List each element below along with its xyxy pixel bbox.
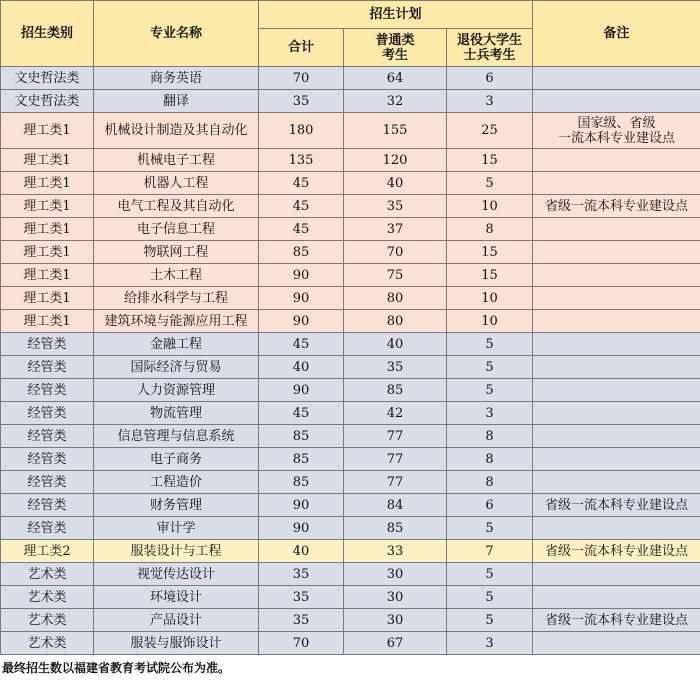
category-cell: 经管类 (1, 379, 94, 402)
veteran-cell: 3 (447, 90, 533, 113)
veteran-cell: 5 (447, 517, 533, 540)
remark-cell: 省级一流本科专业建设点 (533, 609, 700, 632)
remark-cell (533, 172, 700, 195)
major-cell: 机器人工程 (94, 172, 259, 195)
veteran-cell: 5 (447, 333, 533, 356)
major-cell: 物联网工程 (94, 241, 259, 264)
category-cell: 经管类 (1, 425, 94, 448)
header-regular: 普通类 考生 (344, 29, 447, 67)
veteran-cell: 5 (447, 586, 533, 609)
table-row (1, 356, 700, 379)
remark-cell (533, 67, 700, 90)
veteran-cell: 8 (447, 448, 533, 471)
remark-cell: 省级一流本科专业建设点 (533, 540, 700, 563)
total-cell: 35 (259, 563, 344, 586)
total-cell: 70 (259, 632, 344, 655)
table-body (1, 67, 700, 655)
veteran-cell: 6 (447, 67, 533, 90)
category-cell: 经管类 (1, 471, 94, 494)
table-row (1, 264, 700, 287)
major-cell: 服装设计与工程 (94, 540, 259, 563)
header-remark: 备注 (533, 1, 700, 67)
regular-cell: 35 (344, 356, 447, 379)
veteran-cell: 10 (447, 310, 533, 333)
category-cell: 经管类 (1, 448, 94, 471)
category-cell: 理工类1 (1, 149, 94, 172)
remark-cell (533, 379, 700, 402)
major-cell: 环境设计 (94, 586, 259, 609)
table-row (1, 494, 700, 517)
table-row (1, 172, 700, 195)
major-cell: 商务英语 (94, 67, 259, 90)
table-row (1, 218, 700, 241)
veteran-cell: 8 (447, 425, 533, 448)
major-cell: 审计学 (94, 517, 259, 540)
remark-cell (533, 264, 700, 287)
major-cell: 人力资源管理 (94, 379, 259, 402)
major-cell: 产品设计 (94, 609, 259, 632)
remark-cell (533, 632, 700, 655)
header-plan: 招生计划 (259, 1, 533, 29)
table-row (1, 310, 700, 333)
major-cell: 机械电子工程 (94, 149, 259, 172)
total-cell: 90 (259, 264, 344, 287)
total-cell: 90 (259, 517, 344, 540)
header-total: 合计 (259, 29, 344, 67)
remark-cell (533, 241, 700, 264)
veteran-cell: 10 (447, 195, 533, 218)
remark-cell (533, 448, 700, 471)
total-cell: 85 (259, 425, 344, 448)
major-cell: 物流管理 (94, 402, 259, 425)
total-cell: 45 (259, 195, 344, 218)
header-veteran: 退役大学生 士兵考生 (447, 29, 533, 67)
remark-cell (533, 471, 700, 494)
regular-cell: 40 (344, 172, 447, 195)
veteran-cell: 25 (447, 113, 533, 149)
major-cell: 土木工程 (94, 264, 259, 287)
total-cell: 90 (259, 379, 344, 402)
remark-cell: 省级一流本科专业建设点 (533, 494, 700, 517)
table-row (1, 609, 700, 632)
table-row (1, 425, 700, 448)
category-cell: 理工类1 (1, 195, 94, 218)
remark-cell (533, 402, 700, 425)
category-cell: 文史哲法类 (1, 67, 94, 90)
remark-cell (533, 356, 700, 379)
regular-cell: 37 (344, 218, 447, 241)
table-row (1, 540, 700, 563)
table-row (1, 517, 700, 540)
remark-cell (533, 287, 700, 310)
regular-cell: 67 (344, 632, 447, 655)
category-cell: 文史哲法类 (1, 90, 94, 113)
veteran-cell: 10 (447, 287, 533, 310)
total-cell: 45 (259, 333, 344, 356)
total-cell: 85 (259, 471, 344, 494)
veteran-cell: 8 (447, 471, 533, 494)
category-cell: 艺术类 (1, 586, 94, 609)
veteran-cell: 5 (447, 172, 533, 195)
total-cell: 90 (259, 310, 344, 333)
category-cell: 经管类 (1, 494, 94, 517)
regular-cell: 77 (344, 471, 447, 494)
major-cell: 金融工程 (94, 333, 259, 356)
regular-cell: 42 (344, 402, 447, 425)
major-cell: 机械设计制造及其自动化 (94, 113, 259, 149)
table-row (1, 241, 700, 264)
major-cell: 电子信息工程 (94, 218, 259, 241)
major-cell: 财务管理 (94, 494, 259, 517)
category-cell: 经管类 (1, 402, 94, 425)
major-cell: 电子商务 (94, 448, 259, 471)
table-row (1, 195, 700, 218)
regular-cell: 64 (344, 67, 447, 90)
remark-cell (533, 586, 700, 609)
remark-cell: 省级一流本科专业建设点 (533, 195, 700, 218)
regular-cell: 35 (344, 195, 447, 218)
category-cell: 理工类1 (1, 264, 94, 287)
regular-cell: 80 (344, 310, 447, 333)
total-cell: 40 (259, 356, 344, 379)
veteran-cell: 15 (447, 241, 533, 264)
major-cell: 服装与服饰设计 (94, 632, 259, 655)
footnote: 最终招生数以福建省教育考试院公布为准。 (2, 661, 231, 675)
category-cell: 经管类 (1, 333, 94, 356)
remark-cell (533, 310, 700, 333)
major-cell: 给排水科学与工程 (94, 287, 259, 310)
category-cell: 艺术类 (1, 609, 94, 632)
regular-cell: 30 (344, 563, 447, 586)
regular-cell: 32 (344, 90, 447, 113)
total-cell: 180 (259, 113, 344, 149)
major-cell: 建筑环境与能源应用工程 (94, 310, 259, 333)
total-cell: 45 (259, 402, 344, 425)
veteran-cell: 8 (447, 218, 533, 241)
remark-cell (533, 90, 700, 113)
total-cell: 70 (259, 67, 344, 90)
remark-cell (533, 425, 700, 448)
veteran-cell: 5 (447, 379, 533, 402)
total-cell: 85 (259, 448, 344, 471)
category-cell: 理工类1 (1, 113, 94, 149)
veteran-cell: 5 (447, 356, 533, 379)
table-row (1, 113, 700, 149)
total-cell: 35 (259, 586, 344, 609)
table-row (1, 586, 700, 609)
regular-cell: 70 (344, 241, 447, 264)
regular-cell: 80 (344, 287, 447, 310)
table-row (1, 632, 700, 655)
category-cell: 艺术类 (1, 632, 94, 655)
table-row (1, 90, 700, 113)
category-cell: 经管类 (1, 356, 94, 379)
total-cell: 40 (259, 540, 344, 563)
total-cell: 35 (259, 609, 344, 632)
category-cell: 经管类 (1, 517, 94, 540)
table-row (1, 149, 700, 172)
regular-cell: 75 (344, 264, 447, 287)
header-category: 招生类别 (1, 1, 94, 67)
regular-cell: 85 (344, 517, 447, 540)
table-row (1, 563, 700, 586)
category-cell: 理工类1 (1, 241, 94, 264)
category-cell: 理工类1 (1, 172, 94, 195)
remark-cell (533, 333, 700, 356)
regular-cell: 77 (344, 448, 447, 471)
regular-cell: 120 (344, 149, 447, 172)
veteran-cell: 6 (447, 494, 533, 517)
major-cell: 翻译 (94, 90, 259, 113)
remark-cell (533, 149, 700, 172)
category-cell: 理工类1 (1, 310, 94, 333)
total-cell: 45 (259, 218, 344, 241)
major-cell: 国际经济与贸易 (94, 356, 259, 379)
total-cell: 45 (259, 172, 344, 195)
regular-cell: 85 (344, 379, 447, 402)
table-row (1, 448, 700, 471)
regular-cell: 30 (344, 609, 447, 632)
veteran-cell: 15 (447, 264, 533, 287)
veteran-cell: 3 (447, 632, 533, 655)
remark-cell (533, 218, 700, 241)
category-cell: 理工类2 (1, 540, 94, 563)
regular-cell: 33 (344, 540, 447, 563)
table-row (1, 333, 700, 356)
total-cell: 90 (259, 494, 344, 517)
header-major: 专业名称 (94, 1, 259, 67)
total-cell: 90 (259, 287, 344, 310)
major-cell: 视觉传达设计 (94, 563, 259, 586)
major-cell: 工程造价 (94, 471, 259, 494)
table-row (1, 67, 700, 90)
remark-cell: 国家级、省级 一流本科专业建设点 (533, 113, 700, 149)
total-cell: 35 (259, 90, 344, 113)
category-cell: 艺术类 (1, 563, 94, 586)
table-row (1, 471, 700, 494)
regular-cell: 155 (344, 113, 447, 149)
remark-cell (533, 517, 700, 540)
regular-cell: 84 (344, 494, 447, 517)
veteran-cell: 5 (447, 609, 533, 632)
regular-cell: 30 (344, 586, 447, 609)
veteran-cell: 15 (447, 149, 533, 172)
veteran-cell: 7 (447, 540, 533, 563)
regular-cell: 40 (344, 333, 447, 356)
regular-cell: 77 (344, 425, 447, 448)
major-cell: 电气工程及其自动化 (94, 195, 259, 218)
veteran-cell: 3 (447, 402, 533, 425)
remark-cell (533, 563, 700, 586)
table-row (1, 402, 700, 425)
major-cell: 信息管理与信息系统 (94, 425, 259, 448)
category-cell: 理工类1 (1, 218, 94, 241)
total-cell: 85 (259, 241, 344, 264)
veteran-cell: 5 (447, 563, 533, 586)
total-cell: 135 (259, 149, 344, 172)
table-row (1, 379, 700, 402)
table-row (1, 287, 700, 310)
category-cell: 理工类1 (1, 287, 94, 310)
